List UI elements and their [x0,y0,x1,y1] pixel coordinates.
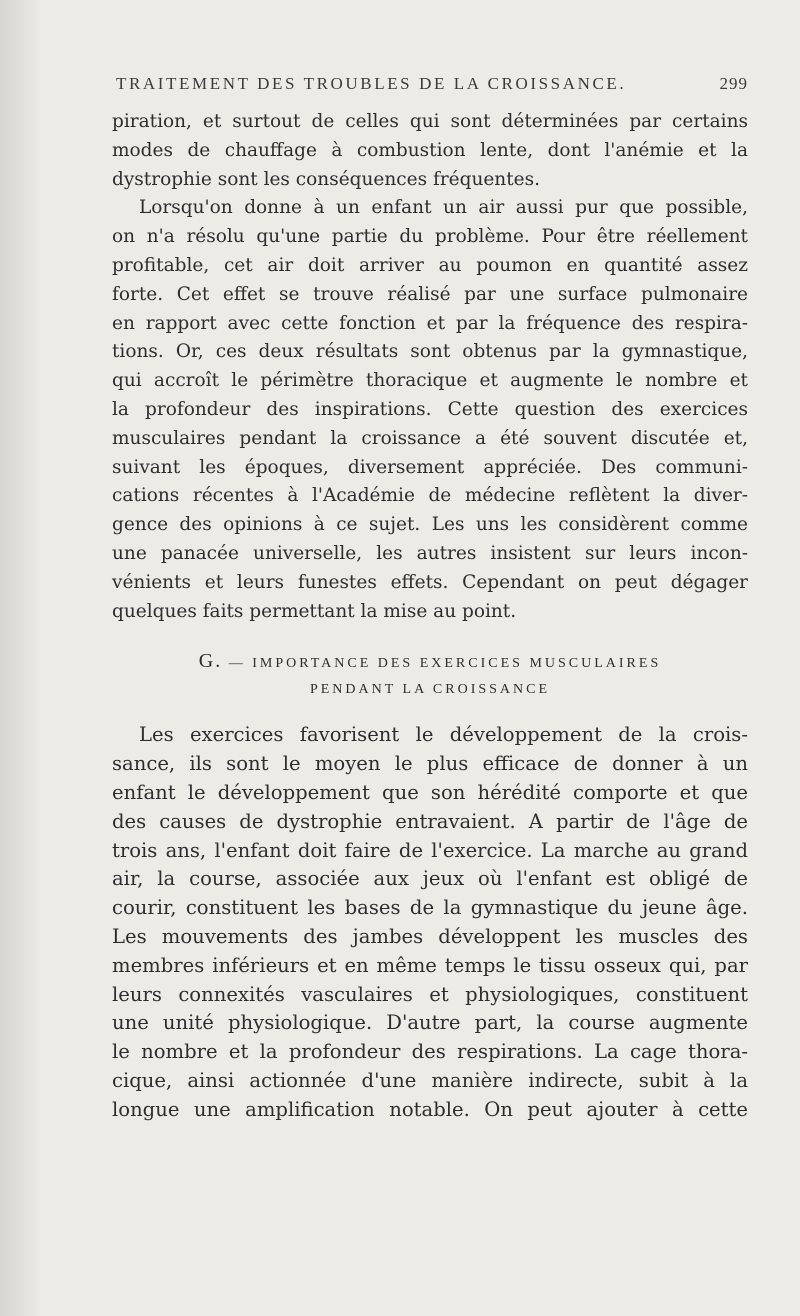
text-line: leurs connexités vasculaires et physiologiques, constituent [112,982,748,1006]
text-line: la profondeur des inspirations. Cette question des exercices [112,398,748,420]
page-number: 299 [719,74,748,93]
text-line: membres inférieurs et en même temps le tissu osseux qui, par [112,953,748,977]
text-line: Les mouvements des jambes développent les muscles des [112,924,748,948]
text-line: suivant les époques, diversement appréciée. Des communi- [112,456,748,478]
running-head [116,74,748,104]
text-line: modes de chauffage à combustion lente, dont l'anémie et la [112,139,748,161]
text-line: longue une amplification notable. On peut ajouter à cette [112,1097,748,1121]
text-line: une unité physiologique. D'autre part, la course augmente [112,1011,748,1035]
paragraph-exercices [112,721,748,1124]
text-line: courir, constituent les bases de la gymnastique du jeune âge. [112,896,748,920]
section-title-line2: PENDANT LA CROISSANCE [309,682,551,698]
paragraph-gymnastique [112,194,748,626]
book-binding-shadow [0,0,42,1316]
text-line: qui accroît le périmètre thoracique et augmente le nombre et [112,370,748,392]
text-line: profitable, cet air doit arriver au poumon en quantité assez [112,254,748,276]
text-line: on n'a résolu qu'une partie du problème. Pour être réellement [112,226,748,248]
text-line: sance, ils sont le moyen le plus efficace de donner à un [112,752,748,776]
text-line: piration, et surtout de celles qui sont déterminées par certains [112,111,748,132]
text-line: des causes de dystrophie entravaient. A partir de l'âge de [112,809,748,833]
section-title-line1: IMPORTANCE DES EXERCICES MUSCULAIRES [252,656,662,672]
text-line: Lorsqu'on donne à un enfant un air aussi pur que possible, [139,197,748,219]
section-letter: G. [198,650,223,673]
text-line: forte. Cet effet se trouve réalisé par une surface pulmonaire [112,283,748,305]
running-title: TRAITEMENT DES TROUBLES DE LA CROISSANCE. [116,74,627,93]
text-line: vénients et leurs funestes effets. Cependant on peut dégager [112,571,748,593]
text-line: une panacée universelle, les autres insistent sur leurs incon- [112,542,748,564]
text-line: trois ans, l'enfant doit faire de l'exercice. La marche au grand [112,838,748,862]
section-heading [112,648,748,703]
section-heading-line1 [112,648,748,677]
paragraph-continuation [112,108,748,194]
text-line: air, la course, associée aux jeux où l'enfant est obligé de [112,867,748,891]
text-line: gence des opinions à ce sujet. Les uns les considèrent comme [112,514,748,536]
text-line: tions. Or, ces deux résultats sont obtenus par la gymnastique, [112,341,748,363]
text-line: le nombre et la profondeur des respirations. La cage thora- [112,1040,748,1064]
text-line: musculaires pendant la croissance a été souvent discutée et, [112,427,748,449]
text-line: cations récentes à l'Académie de médecine reflètent la diver- [112,485,748,507]
text-line: en rapport avec cette fonction et par la fréquence des respira- [112,312,748,334]
text-line: enfant le développement que son hérédité comporte et que [112,780,748,804]
text-line: Les exercices favorisent le développement de la crois- [139,723,748,747]
text-line: cique, ainsi actionnée d'une manière indirecte, subit à la [112,1068,748,1092]
section-dash: — [228,656,246,672]
book-page [112,70,748,1125]
text-line: quelques faits permettant la mise au point. [112,600,517,622]
text-line: dystrophie sont les conséquences fréquentes. [112,168,540,190]
